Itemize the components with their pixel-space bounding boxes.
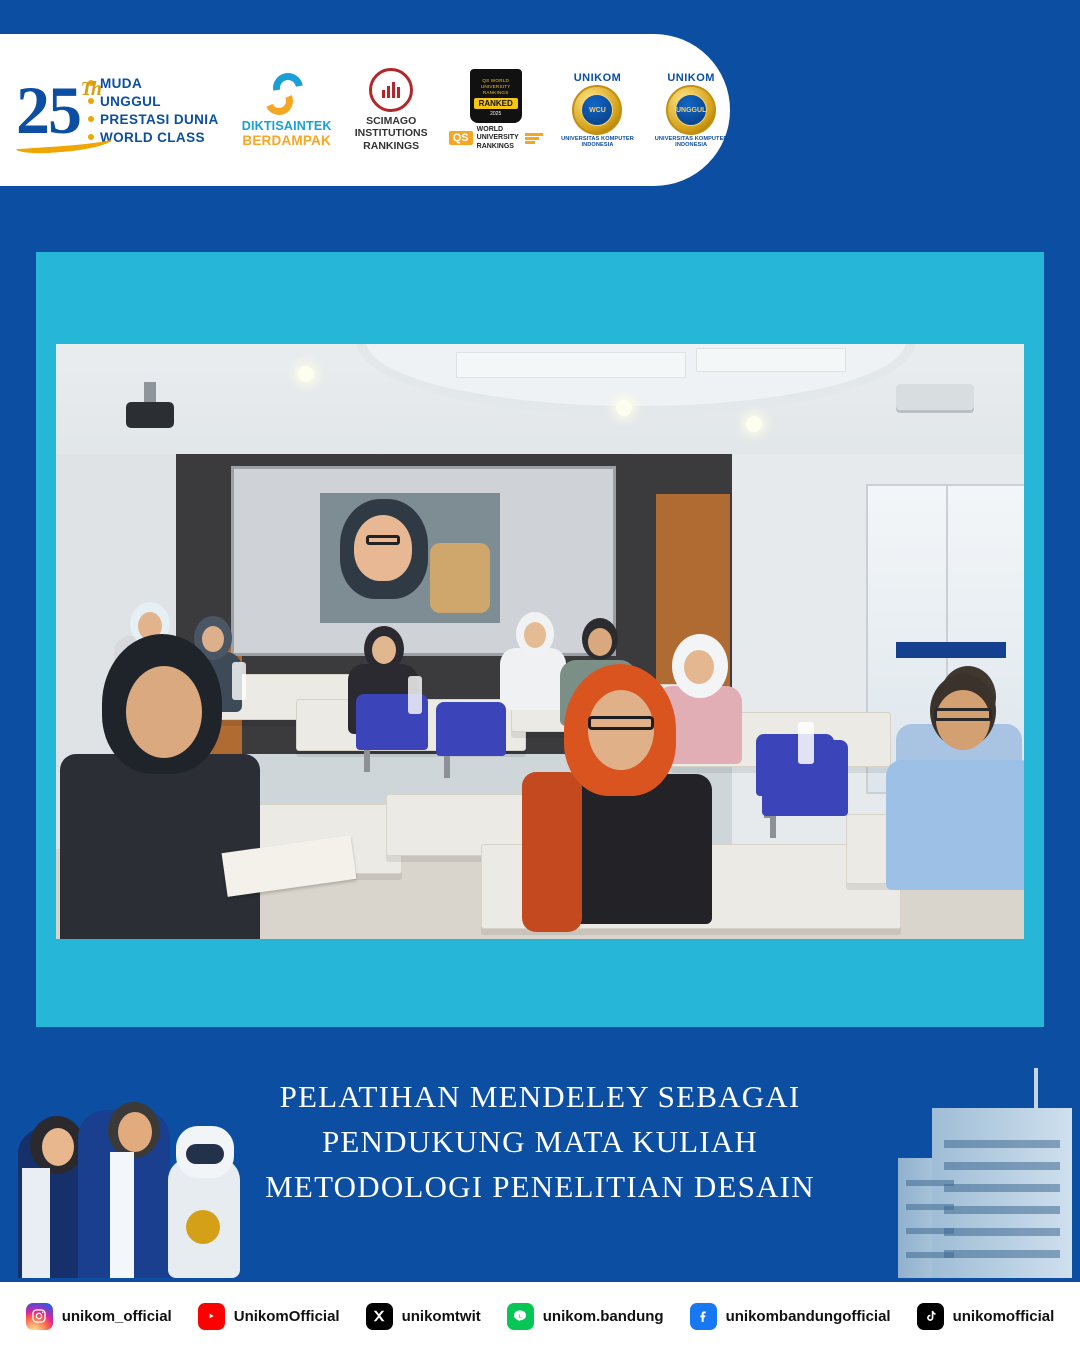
tiktok-icon [917,1303,944,1330]
qs-shield-top-text: QS WORLD UNIVERSITY RANKINGS [480,78,511,96]
qs-shield-rank: RANKED [474,98,518,109]
diktisaintek-line2: BERDAMPAK [242,132,331,148]
x-icon [366,1303,393,1330]
x-handle: unikomtwit [401,1307,481,1325]
unikom-wcu-badge-text: WCU [581,94,613,126]
line-icon [507,1303,534,1330]
photo-frame [36,252,1044,1027]
qs-shield-year: 2025 [490,111,502,118]
social-item-x[interactable] [366,1303,481,1330]
unikom-wcu-cap: UNIKOM [573,72,622,84]
svg-text:L: L [518,1313,522,1319]
unikom-unggul-seal [652,72,730,148]
qs-wur-line3: RANKINGS [476,142,514,150]
qs-bars-icon [525,133,543,144]
projection-screen [231,466,616,656]
caption-line-1: PELATIHAN MENDELEY SEBAGAI [279,1079,801,1114]
diktisaintek-logo [240,73,334,148]
qs-world-university-rankings-logo [449,69,543,151]
youtube-icon [198,1303,225,1330]
tagline-unggul: UNGGUL [88,94,219,109]
social-item-instagram[interactable] [26,1303,172,1330]
mascot-people-illustration [0,1078,280,1278]
tiktok-handle: unikomofficial [952,1307,1055,1325]
anniversary-suffix: Th [80,77,100,100]
anniversary-number [16,71,100,148]
unikom-unggul-medal-icon [666,85,716,135]
qs-wur-line1: WORLD [476,125,504,133]
tagline-world-class: WORLD CLASS [88,130,219,145]
unikom-wcu-medal-icon [572,85,622,135]
line-handle: unikom.bandung [542,1307,664,1325]
ceiling-projector [896,384,974,410]
campus-building-illustration [880,1088,1080,1278]
qs-shield-icon [470,69,522,123]
scimago-line1: SCIMAGO [366,115,417,128]
social-item-line[interactable] [507,1303,664,1330]
social-item-tiktok[interactable] [917,1303,1055,1330]
instagram-handle: unikom_official [61,1307,172,1325]
social-item-facebook[interactable] [690,1303,891,1330]
caption-line-3: METODOLOGI PENELITIAN DESAIN [265,1168,815,1204]
scimago-logo [350,68,433,151]
tagline-prestasi-dunia: PRESTASI DUNIA [88,112,219,127]
anniversary-logo [16,71,224,148]
facebook-handle: unikombandungofficial [725,1307,891,1325]
event-photo [56,344,1024,939]
instagram-icon [26,1303,53,1330]
unikom-wcu-seal [559,72,637,148]
tagline-muda: MUDA [88,76,219,91]
qs-wur-line2: UNIVERSITY [476,134,519,142]
diktisaintek-mark-icon [259,73,315,115]
youtube-handle: UnikomOfficial [233,1307,340,1325]
facebook-icon [690,1303,717,1330]
social-item-youtube[interactable] [198,1303,340,1330]
qs-wur-row [449,126,543,151]
unikom-unggul-badge-text: UNGGUL [675,94,707,126]
unikom-unggul-cap: UNIKOM [667,72,715,84]
header-logo-bar [0,34,730,186]
unikom-unggul-ribbon: UNIVERSITAS KOMPUTER INDONESIA [654,136,728,148]
diktisaintek-line1: DIKTISAINTEK [241,118,332,133]
unikom-wcu-ribbon: UNIVERSITAS KOMPUTER INDONESIA [561,136,634,148]
scimago-mark-icon [369,68,413,112]
qs-label: QS [449,131,473,145]
social-media-bar [0,1282,1080,1350]
caption-line-2: PENDUKUNG MATA KULIAH [321,1123,759,1159]
scimago-line3: RANKINGS [363,139,420,152]
scimago-line2: INSTITUTIONS [354,127,428,140]
anniversary-number-text: 25 [16,71,80,148]
